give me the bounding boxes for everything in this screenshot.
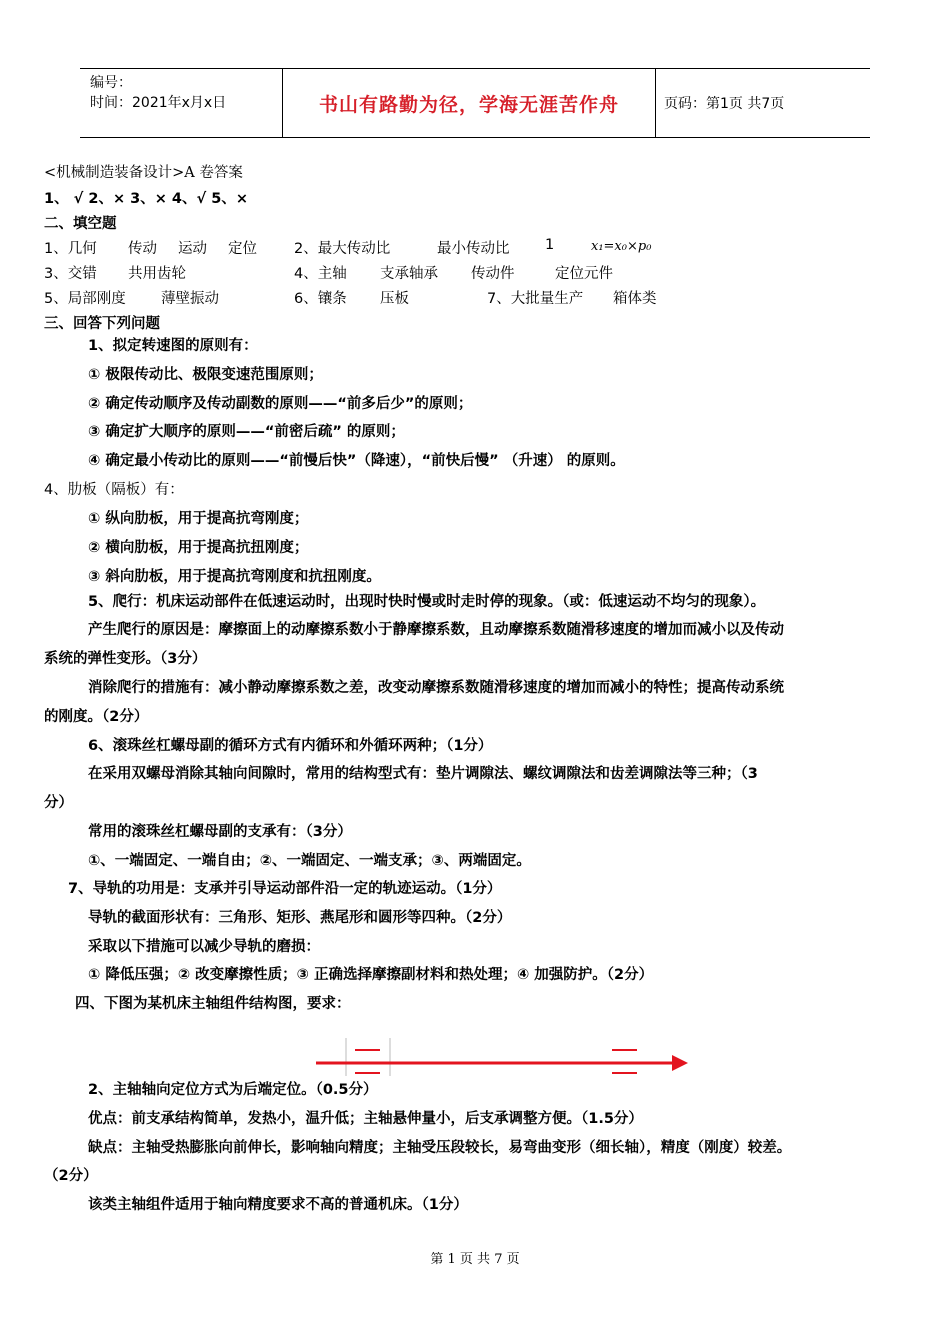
fill-3d: 压板	[380, 291, 409, 307]
fill-1-formula: x₁=x₀×p₀	[591, 239, 652, 254]
sec4-q2-line-2: 优点：前支承结构简单，发热小，温升低；主轴悬伸量小，后支承调整方便。（1.5分）	[88, 1111, 643, 1127]
q1-item-2: ② 确定传动顺序及传动副数的原则——“前多后少”的原则；	[88, 396, 473, 412]
fill-1f: 最小传动比	[437, 241, 510, 257]
number-label: 编号：	[90, 75, 132, 91]
q6-line-3: 常用的滚珠丝杠螺母副的支承有：（3分）	[88, 824, 352, 840]
q4-title: 4、肋板（隔板）有：	[44, 482, 184, 498]
q5-line-2b: 系统的弹性变形。（3分）	[44, 651, 207, 667]
motto: 书山有路勤为径，学海无涯苦作舟	[282, 69, 656, 137]
header-table	[80, 68, 870, 138]
q5-line-3a: 消除爬行的措施有：减小静动摩擦系数之差，改变动摩擦系数随滑移速度的增加而减小的特性；提高传动系统	[88, 680, 784, 696]
q1-item-3: ③ 确定扩大顺序的原则——“前密后疏” 的原则；	[88, 424, 405, 440]
q1-item-4: ④ 确定最小传动比的原则——“前慢后快”（降速），“前快后慢” （升速） 的原则。	[88, 453, 625, 469]
q7-line-2: 导轨的截面形状有：三角形、矩形、燕尾形和圆形等四种。（2分）	[88, 910, 512, 926]
q6-line-4: ①、一端固定、一端自由；②、一端固定、一端支承；③、两端固定。	[88, 853, 531, 869]
q7-line-1: 7、导轨的功用是：支承并引导运动部件沿一定的轨迹运动。（1分）	[68, 881, 502, 897]
sec2-heading: 二、填空题	[44, 216, 117, 232]
q7-line-3: 采取以下措施可以减少导轨的磨损：	[88, 939, 320, 955]
page-footer: 第 1 页 共 7 页	[430, 1252, 520, 1267]
q4-item-3: ③ 斜向肋板，用于提高抗弯刚度和抗扭刚度。	[88, 569, 381, 585]
fill-1d: 定位	[228, 241, 257, 257]
q6-line-1: 6、滚珠丝杠螺母副的循环方式有内循环和外循环两种；（1分）	[88, 738, 493, 754]
page-code: 页码：第1页 共7页	[664, 96, 785, 112]
q5-line-1: 5、爬行：机床运动部件在低速运动时，出现时快时慢或时走时停的现象。（或：低速运动不均匀的现象）。	[88, 594, 766, 610]
fill-1a: 1、几何	[44, 241, 97, 257]
fill-1b: 传动	[128, 241, 157, 257]
sec4-q2-line-4: 该类主轴组件适用于轴向精度要求不高的普通机床。（1分）	[88, 1197, 468, 1213]
fill-1g: 1	[545, 237, 555, 253]
fill-3f: 箱体类	[613, 291, 657, 307]
q5-line-2a: 产生爬行的原因是：摩擦面上的动摩擦系数小于静摩擦系数，且动摩擦系数随滑移速度的增加而减小以及传动	[88, 622, 784, 638]
sec4-q2-line-3b: （2分）	[44, 1168, 98, 1184]
fill-3e: 7、大批量生产	[487, 291, 584, 307]
q4-item-1: ① 纵向肋板，用于提高抗弯刚度；	[88, 511, 309, 527]
q6-line-2b: 分）	[44, 795, 73, 811]
sec3-heading: 三、回答下列问题	[44, 316, 160, 332]
fill-3c: 6、镶条	[294, 291, 347, 307]
fill-row-1	[44, 237, 97, 258]
fill-2d: 支承轴承	[380, 266, 438, 282]
fill-2b: 共用齿轮	[128, 266, 186, 282]
sec1-answers: 1、 √ 2、× 3、× 4、√ 5、×	[44, 191, 248, 207]
fill-2f: 定位元件	[555, 266, 613, 282]
sec4-q2-line-3a: 缺点：主轴受热膨胀向前伸长，影响轴向精度；主轴受压段较长，易弯曲变形（细长轴），精度（刚度）较差。	[88, 1140, 792, 1156]
fill-2e: 传动件	[471, 266, 515, 282]
fill-2a: 3、交错	[44, 266, 97, 282]
fill-1e: 2、最大传动比	[294, 241, 391, 257]
sec4-heading: 四、下图为某机床主轴组件结构图，要求：	[75, 996, 351, 1012]
header-left	[90, 73, 226, 113]
sec4-q2-line-1: 2、主轴轴向定位方式为后端定位。（0.5分）	[88, 1082, 378, 1098]
arrow-head	[672, 1055, 688, 1071]
fill-3a: 5、局部刚度	[44, 291, 126, 307]
fill-3b: 薄壁振动	[161, 291, 219, 307]
time-label: 时间：2021年x月x日	[90, 95, 227, 111]
q1-title: 1、拟定转速图的原则有：	[88, 338, 258, 354]
q5-line-3b: 的刚度。（2分）	[44, 709, 149, 725]
q7-line-4: ① 降低压强；② 改变摩擦性质；③ 正确选择摩擦副材料和热处理；④ 加强防护。（2分）	[88, 967, 654, 983]
q6-line-2a: 在采用双螺母消除其轴向间隙时，常用的结构型式有：垫片调隙法、螺纹调隙法和齿差调隙法等三种；（3	[88, 766, 758, 782]
q1-item-1: ① 极限传动比、极限变速范围原则；	[88, 367, 323, 383]
fill-2c: 4、主轴	[294, 266, 347, 282]
q4-item-2: ② 横向肋板，用于提高抗扭刚度；	[88, 540, 309, 556]
doc-title: <机械制造装备设计>A 卷答案	[44, 165, 243, 181]
fill-1c: 运动	[178, 241, 207, 257]
